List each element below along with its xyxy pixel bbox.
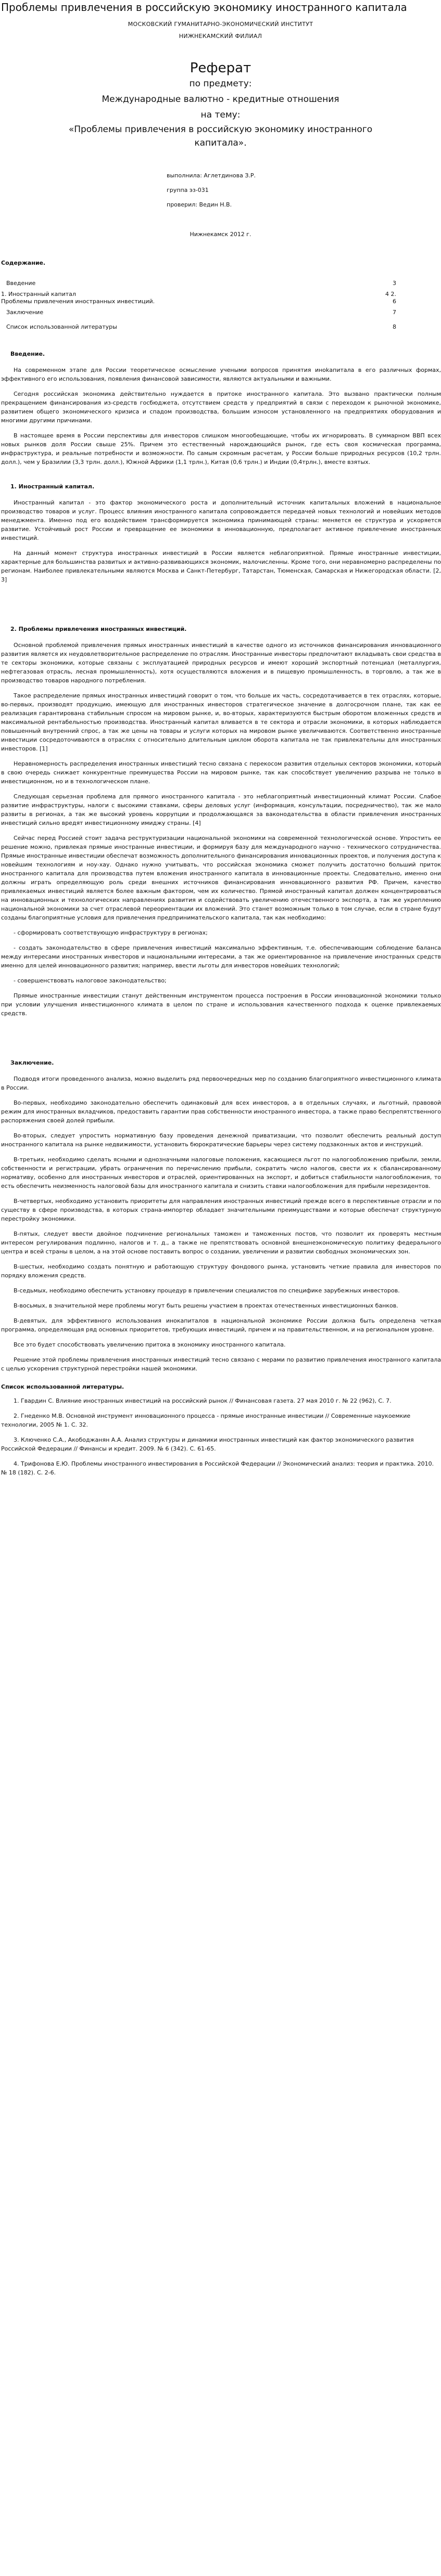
toc-item-page: 7 — [393, 308, 396, 316]
conclusion-paragraph: В-девятых, для эффективного использования инокапиталов в национальной экономике России должна быть определена четкая программа, определяющая ряд основных приоритетов, требующих инвестиций, причем и на правительственном, и на региональном уровне. — [1, 1317, 441, 1333]
toc-item-page: 3 — [393, 279, 396, 287]
section2-paragraph: Сейчас перед Россией стоит задача реструктуризации национальной экономики на современной технологической основе. Упростить ее решение можно, привлекая прямые иностранные инвестиции, и формируя базу для международного научно - технического сотрудничества. Прямые иностранные инвестиции обеспечат возможность дополнительного финансирования инновационных проектов, и получения доступа к новейшим технологиям и ноу-хау. Однако нужно учитывать, что российская экономика сможет получить достаточно больший приток иностранного капитала для производства путем вложения иностранного капитала в инновационные проекты. Следовательно, именно они должны играть определяющую роль среди внешних источников финансирования инновационного развития РФ. Причем, качество привлекаемых инвестиций является более важным фактором, чем их количество. Прямой иностранный капитал должен концентрироваться на инновационных и технологических направлениях развития и содействовать увеличению отечественного экспорта, а так же укреплению национальной экономики за счет отраслевой переориентации их вложений. Это станет возможным только в том случае, если в стране будут созданы благоприятные условия для привлечения предпринимательского капитала, так как необходимо: — [1, 835, 441, 921]
section2-heading: 2. Проблемы привлечения иностранных инвестиций. — [10, 626, 187, 632]
table-of-contents — [0, 276, 441, 334]
toc-item-label: Заключение — [6, 308, 44, 316]
conclusion-heading: Заключение. — [10, 1059, 54, 1066]
literature-item: 1. Гвардин С. Влияние иностранных инвестиций на российский рынок // Финансовая газета. 27 мая 2010 г. № 22 (962), С. 7. — [14, 1397, 392, 1404]
intro-paragraph: Сегодня российская экономика действительно нуждается в притоке иностранного капитала. Это вызвано практически полным прекращением финансирования из-средств госбюджета, отсутствием средств у предприятий в связи с переходом к рыночной экономике, развитием общего экономического кризиса и спадом производства, большим износом установленного на предприятиях оборудования и многими другими причинами. — [1, 391, 441, 424]
toc-item-page: 8 — [393, 323, 396, 330]
topic-line: на тему: — [200, 110, 241, 120]
subject-name: Международные валютно - кредитные отношения — [102, 94, 339, 105]
conclusion-paragraph: Подводя итоги проведенного анализа, можно выделить ряд первоочередных мер по созданию благоприятного инвестиционного климата в России. — [1, 1076, 441, 1091]
conclusion-paragraph: В-шестых, необходимо создать понятную и работающую структуру фондового рынка, установить четкие правила для инвесторов по порядку вложения средств. — [1, 1263, 441, 1279]
spacer — [0, 590, 441, 609]
city-year: Нижнекамск 2012 г. — [190, 231, 251, 238]
toc-item-label: Введение — [6, 279, 36, 287]
toc-heading: Содержание. — [1, 260, 46, 266]
conclusion-paragraph: Все это будет способствовать увеличению притока в экономику иностранного капитала. — [14, 1341, 286, 1348]
toc-item-page: 6 — [393, 297, 396, 305]
section2-paragraph: Основной проблемой привлечения прямых иностранных инвестиций в качестве одного из источников финансирования инновационного развития является их неудовлетворительное распределение по отраслям. Иностранные инвесторы предпочитают вкладывать свои средства в те секторы экономики, которые связаны с эксплуатацией природных ресурсов и имеют хороший экспортный потенциал (металлургия, нефтегазовая отрасль, лесная промышленность), хотя осуществляются вложения и в пищевую промышленность, в торговлю, а так же в производство товаров народного потребления. — [1, 642, 441, 684]
literature-item: 2. Гнеденко М.В. Основной инструмент инновационного процесса - прямые иностранные инвестиции // Современные наукоемкие технологии, 2005 № 1. С. 32. — [1, 1413, 411, 1428]
intro-paragraph: На современном этапе для России теоретическое осмысление учеными вопросов принятия иноkапитала в его различных формах, эффективного его использования, появления финансовой зависимости, являются актуальными и важными. — [1, 367, 441, 382]
section2-list-item: - сформировать соответствующую инфраструктуру в регионах; — [14, 929, 208, 936]
section2-paragraph: Прямые иностранные инвестиции станут действенным инструментом процесса построения в России инновационной экономики только при условии улучшения инвестиционного климата в целом по стране и использования качественного подхода к оценке привлекаемых средств. — [1, 992, 441, 1017]
section2-list-item: - совершенствовать налоговое законодательство; — [14, 977, 167, 984]
literature-heading: Список использованной литературы. — [1, 1383, 124, 1390]
conclusion-paragraph: В-третьих, необходимо сделать ясными и однозначными налоговые положения, касающиеся льгот по налогообложению прибыли, земли, собственности и регистрации, убрать ограничения по перечислению прибыли, сократить число налогов, свести их к сбалансированному нормативу, особенно для иностранных инвесторов и отраслей, ориентированных на экспорт, и добиться стабильности налогообложения, то есть обеспечить неизменность налоговой базы для иностранного капитала и снизить ставки налогообложения для прибыли нерезидентов. — [1, 1156, 441, 1189]
branch-name: НИЖНЕКАМСКИЙ ФИЛИАЛ — [179, 33, 262, 40]
section2-paragraph: Такое распределение прямых иностранных инвестиций говорит о том, что больше их часть, сосредотачивается в тех отраслях, которые, во-первых, производят продукцию, имеющую для иностранных инвесторов стратегическое значение в долгосрочном плане, так как ее реализация гарантирована стабильным спросом на мировом рынке, и, во-вторых, характеризуются быстрым оборотом вложенных средств и максимальной рентабельностью производства. Иностранный капитал вливается в те сектора и отрасли экономики, в которых наблюдается повышенный внутренний спрос, а так же цены на товары и услуги которых на мировом рынке увеличиваются. Соответственно иностранные инвестиции сосредоточиваются в отраслях с относительно длительным циклом оборота капитала не так привлекательны для иностранных инвесторов. [1] — [1, 692, 441, 752]
spacer — [0, 1024, 441, 1043]
section2-paragraph: Следующая серьезная проблема для прямого иностранного капитала - это неблагоприятный инвестиционный климат России. Слабое развитие инфраструктуры, налоги с высокими ставками, сферы деловых услуг (информация, консультации, посредничество), так же мало развиты в регионах, а так же высокий уровень коррупции и продолжающаяся за ваконодательства в области привлечения иностранных инвестиций сильно вредят инвестиционному имиджу страны. [4] — [1, 793, 441, 826]
conclusion-paragraph: В-восьмых, в значительной мере проблемы могут быть решены участием в проектах отечественных инвестиционных банков. — [14, 1302, 398, 1309]
toc-item[interactable] — [0, 305, 441, 319]
intro-heading: Введение. — [10, 351, 45, 357]
conclusion-paragraph: Во-вторых, следует упростить нормативную базу проведения денежной приватизации, что позволит обеспечить реальный доступ иностранного капитала на рынке недвижимости, установить бюрократические барьеры через систему подзаконных актов и инструкций. — [1, 1132, 441, 1148]
toc-item[interactable] — [0, 319, 441, 334]
conclusion-paragraph: Решение этой проблемы привлечения иностранных инвестиций тесно связано с мерами по развитию привлечения иностранного капитала с целью ускорения структурной перестройки нашей экономики. — [1, 1356, 441, 1372]
toc-item-page: 4 2. — [385, 290, 396, 297]
document-title: Проблемы привлечения в российскую экономику иностранного капитала — [1, 1, 407, 14]
section2-list-item: - создать законодательство в сфере привлечения инвестиций максимально эффективным, т.е. обеспечивающим соблюдение баланса между интересами иностранных инвесторов и национальными интересами, а так же ориентированное на привлечение иностранных средств именно для целей инновационного развития; например, ввести льготы для инвесторов новейших технологий; — [1, 944, 441, 969]
institute-name: МОСКОВСКИЙ ГУМАНИТАРНО-ЭКОНОМИЧЕСКИЙ ИНСТИТУТ — [128, 21, 313, 28]
literature-item: 3. Ключенко С.А., Акободжанян А.А. Анализ структуры и динамики иностранных инвестиций как фактор экономического развития Российской Федерации // Финансы и кредит. 2009. № 6 (342). С. 61-65. — [1, 1436, 414, 1452]
author-name: выполнила: Аглетдинова З.Р. — [167, 172, 256, 179]
subject-line: по предмету: — [189, 79, 252, 89]
toc-item[interactable] — [0, 297, 441, 305]
toc-item-label: 1. Иностранный капитал — [1, 290, 76, 297]
literature-item: 4. Трифонова Е.Ю. Проблемы иностранного инвестирования в Российской Федерации // Экономический анализ: теория и практика. 2010. № 18 (182). С. 2-6. — [1, 1460, 434, 1476]
conclusion-paragraph: Во-первых, необходимо законодательно обеспечить одинаковый для всех инвесторов, а в отдельных случаях, и льготный, правовой режим для иностранных вкладчиков, предоставить гарантии прав собственности иностранного инвестора, а также право беспрепятственного распоряжения своей долей прибыли. — [1, 1099, 441, 1124]
toc-item-label: Проблемы привлечения иностранных инвестиций. — [1, 297, 155, 305]
toc-item[interactable] — [0, 276, 441, 290]
conclusion-paragraph: В-четвертых, необходимо установить приоритеты для направления иностранных инвестиций прежде всего в перспективные отрасли и по существу в сфере производства, в которых страна-импортер обладает значительными преимуществами и которые обеспечат структурную перестройку экономики. — [1, 1198, 441, 1222]
checker-name: проверил: Ведин Н.В. — [167, 201, 232, 208]
section1-paragraph: На данный момент структура иностранных инвестиций в России является неблагоприятной. Прямые иностранные инвестиции, характерные для большинства развитых и активно-развивающихся экономик, малочисленны. Кроме того, они неравномерно распределены по регионам. Наиболее привлекательными являются Москва и Санкт-Петербург, Татарстан, Тюменская, Самарская и Нижегородская области. [2, 3] — [1, 550, 441, 583]
topic-name: «Проблемы привлечения в российскую экономику иностранного капитала». — [68, 124, 373, 148]
author-block — [167, 169, 441, 212]
toc-item-label: Список использованной литературы — [6, 323, 117, 330]
section2-paragraph: Неравномерность распределения иностранных инвестиций тесно связана с перекосом развития отдельных секторов экономики, который в свою очередь снижает конкурентные преимущества России на мировом рынке, так как способствует увеличению разрыва не только в инвестиционном, но и в технологическом плане. — [1, 760, 441, 785]
group-name: группа эз-031 — [167, 187, 209, 193]
toc-item[interactable] — [0, 290, 441, 297]
section1-heading: 1. Иностранный капитал. — [10, 483, 95, 490]
report-title: Реферат — [190, 60, 251, 76]
conclusion-paragraph: В-седьмых, необходимо обеспечить установку процедур в привлечении специалистов по специфике зарубежных инвесторов. — [14, 1287, 400, 1294]
section1-paragraph: Иностранный капитал - это фактор экономического роста и дополнительный источник капитальных вложений в национальное производство товаров и услуг. Процесс влияния иностранного капитала сопровождается передачей новых технологий и новейших методов менеджмента. Именно под его воздействием трансформируется экономика принимающей страны: меняется ее структура и ускоряется развитие. Устойчивый рост России и превращение ее экономики в инновационную, предполагает активное привлечение иностранных инвестиций. — [1, 499, 441, 541]
intro-paragraph: В настоящее время в России перспективы для инвесторов слишком многообещающие, чтобы их игнорировать. В суммарном ВВП всех новых рынков доля России свыше 25%. Причем это естественный нарождающийся рынок, где есть своя космическая программа, инфраструктура, и реальные потребности и возможности. По самым скромным расчетам, у России больше природных ресурсов (10,2 трлн. долл.), чем у Бразилии (3,3 трлн. долл.), Южной Африки (1,1 трлн.), Китая (0,6 трлн.) и Индии (0,4трлн.), вместе взятых. — [1, 432, 441, 465]
conclusion-paragraph: В-пятых, следует ввести двойное подчинение региональных таможен и таможенных постов, что позволит их проверять местным интересом регулирования подлинно, налогов и т. д., а также не препятствовать основной внешнеэкономическую политику федерального центра и всей страны в целом, а на этой основе поставить вопрос о создании, увеличении и развитии свободных экономических зон. — [1, 1231, 441, 1255]
